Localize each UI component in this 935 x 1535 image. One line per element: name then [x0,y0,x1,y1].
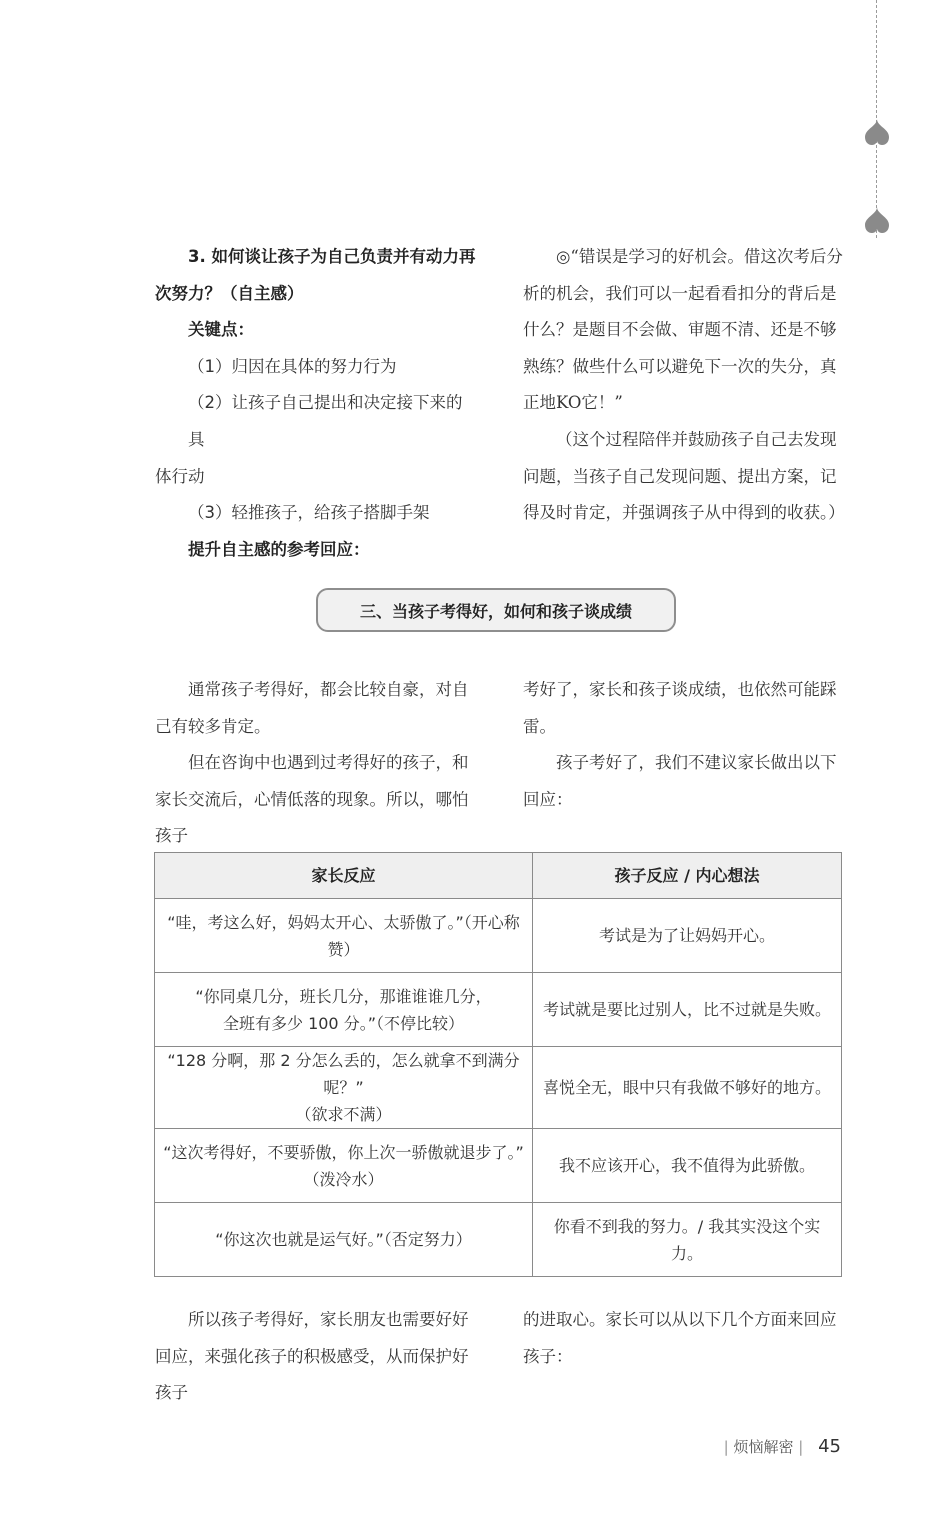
parent-reaction-cell: “这次考得好，不要骄傲，你上次一骄傲就退步了。” （泼冷水） [155,1129,533,1203]
key-point-1: （1）归因在具体的努力行为 [188,356,397,376]
key-point-3: （3）轻推孩子，给孩子搭脚手架 [188,503,430,523]
autonomy-section [155,239,477,568]
table-row [155,973,842,1047]
intro-right-column [523,672,845,818]
table-header-row [155,853,842,899]
section-title: 三、当孩子考得好，如何和孩子谈成绩 [316,588,676,632]
table-row [155,1129,842,1203]
note-paragraph: （这个过程陪伴并鼓励孩子自己去发现问题，当孩子自己发现问题、提出方案，记得及时肯定，并强调孩子从中得到的收获。） [523,429,845,523]
child-reaction-cell: 喜悦全无，眼中只有我做不够好的地方。 [533,1047,842,1129]
closing-right-column [523,1302,845,1375]
parent-reaction-cell: “哇，考这么好，妈妈太开心、太骄傲了。”（开心称赞） [155,899,533,973]
child-reaction-cell: 我不应该开心，我不值得为此骄傲。 [533,1129,842,1203]
page-footer: | 烦恼解密 | 45 [723,1436,841,1457]
intro-paragraph-2-continued: 考好了，家长和孩子谈成绩，也依然可能踩雷。 [523,680,837,736]
child-reaction-cell: 考试就是要比过别人，比不过就是失败。 [533,973,842,1047]
key-point-2-line-1: （2）让孩子自己提出和决定接下来的具 [188,393,463,449]
child-reaction-cell: 考试是为了让妈妈开心。 [533,899,842,973]
intro-left-column [155,672,477,855]
key-points-label: 关键点： [188,320,254,340]
closing-left-column [155,1302,477,1412]
closing-paragraph-continued: 的进取心。家长可以从以下几个方面来回应孩子： [523,1310,837,1366]
parent-reaction-cell: “你这次也就是运气好。”（否定努力） [155,1203,533,1277]
page-number: 45 [818,1436,841,1457]
header-child-reaction: 孩子反应 / 内心想法 [533,853,842,899]
header-parent-reaction: 家长反应 [155,853,533,899]
quote-paragraph: ◎“错误是学习的好机会。借这次考后分析的机会，我们可以一起看看扣分的背后是什么？是题目不会做、审题不清、还是不够熟练？做些什么可以避免下一次的失分，真正地KO它！” [523,247,843,413]
intro-paragraph-1: 通常孩子考得好，都会比较自豪，对自己有较多肯定。 [155,680,469,736]
child-reaction-cell: 你看不到我的努力。/ 我其实没这个实力。 [533,1203,842,1277]
reference-response [523,239,845,532]
heading-line-1: 3. 如何谈让孩子为自己负责并有动力再 [188,247,476,266]
intro-paragraph-3: 孩子考好了，我们不建议家长做出以下回应： [523,753,837,809]
heart-icon [863,206,891,234]
table-row [155,899,842,973]
parent-reaction-cell: “你同桌几分，班长几分，那谁谁谁几分， 全班有多少 100 分。”（不停比较） [155,973,533,1047]
reference-label: 提升自主感的参考回应： [188,539,370,559]
table-row [155,1047,842,1129]
table-row [155,1203,842,1277]
book-title: 烦恼解密 [733,1438,794,1456]
closing-paragraph: 所以孩子考得好，家长朋友也需要好好回应，来强化孩子的积极感受，从而保护好孩子 [155,1310,469,1403]
intro-paragraph-2: 但在咨询中也遇到过考得好的孩子，和家长交流后，心情低落的现象。所以，哪怕孩子 [155,753,469,846]
parent-reaction-cell: “128 分啊，那 2 分怎么丢的，怎么就拿不到满分呢？” （欲求不满） [155,1047,533,1129]
heading-line-2: 次努力？（自主感） [155,283,304,303]
key-point-2-line-2: 体行动 [155,466,205,486]
heart-icon [863,118,891,146]
response-table [154,852,842,1277]
